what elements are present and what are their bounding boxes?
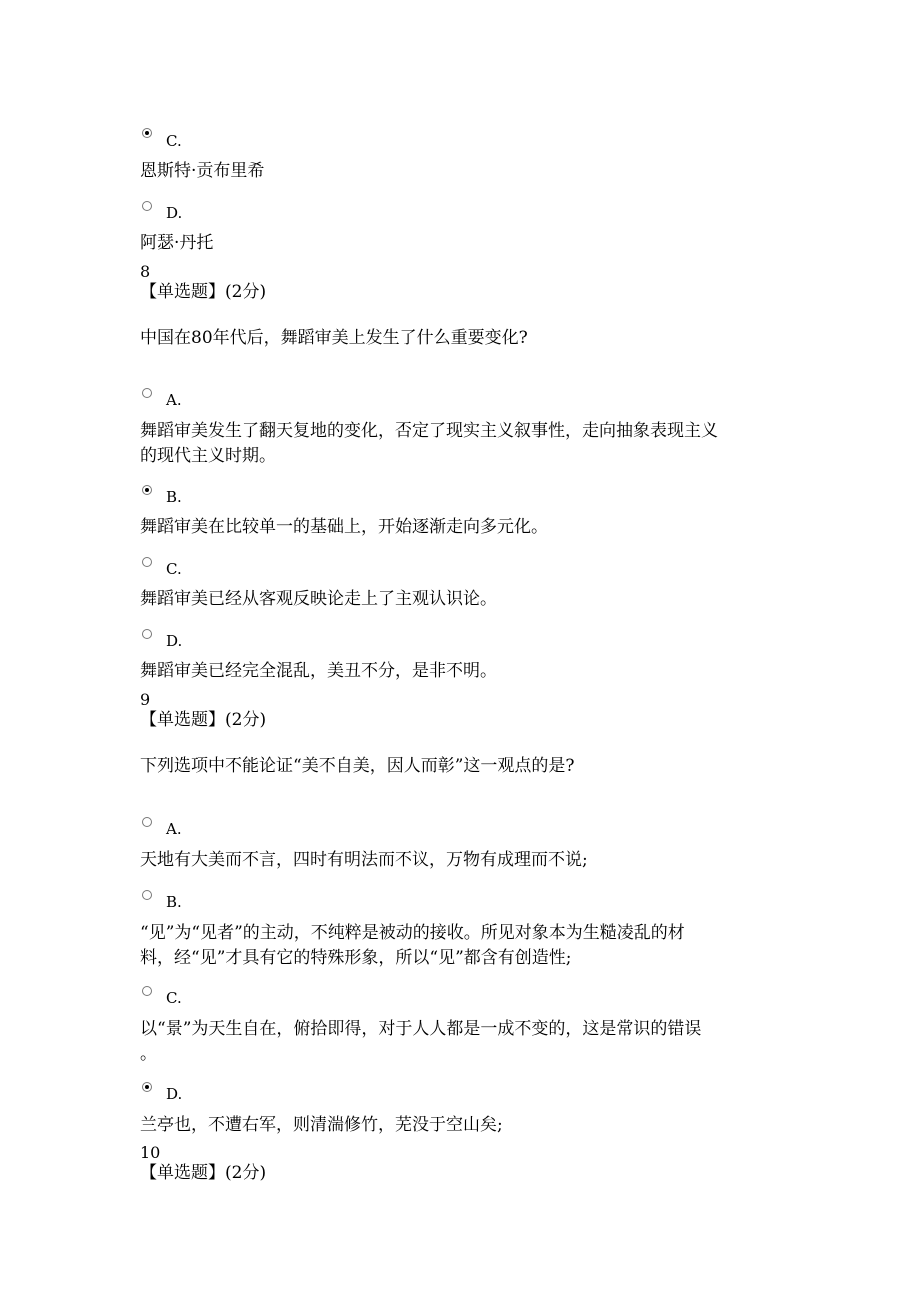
q8-option-a-text-line2: 的现代主义时期。 <box>140 446 276 466</box>
q8-option-b-radio[interactable] <box>142 485 152 495</box>
q9-option-c-letter: C. <box>166 989 182 1007</box>
q9-question: 下列选项中不能论证“美不自美，因人而彰”这一观点的是? <box>140 756 575 776</box>
q9-option-c-radio[interactable] <box>142 986 152 996</box>
q7-option-c-text: 恩斯特·贡布里希 <box>140 161 265 181</box>
q9-option-d-text: 兰亭也，不遭右军，则清湍修竹，芜没于空山矣; <box>140 1115 503 1135</box>
q9-option-c-text: 以“景”为天生自在，俯拾即得，对于人人都是一成不变的，这是常识的错误 <box>140 1019 702 1039</box>
q8-option-d-letter: D. <box>166 632 183 650</box>
q7-option-c-letter: C. <box>166 132 182 150</box>
q9-option-b-letter: B. <box>166 893 182 911</box>
q9-option-b-radio[interactable] <box>142 890 152 900</box>
q10-type: 【单选题】(2分) <box>140 1163 267 1183</box>
q8-option-b-text: 舞蹈审美在比较单一的基础上，开始逐渐走向多元化。 <box>140 517 548 537</box>
q8-option-c-text: 舞蹈审美已经从客观反映论走上了主观认识论。 <box>140 589 497 609</box>
q9-option-c-text-line2: 。 <box>140 1044 157 1064</box>
q8-option-c-letter: C. <box>166 560 182 578</box>
q7-option-d-radio[interactable] <box>142 201 152 211</box>
q9-type: 【单选题】(2分) <box>140 710 267 730</box>
q8-question: 中国在80年代后，舞蹈审美上发生了什么重要变化? <box>140 328 528 348</box>
q8-option-c-radio[interactable] <box>142 557 152 567</box>
q8-option-a-radio[interactable] <box>142 388 152 398</box>
q9-option-b-text-line2: 料，经“见”才具有它的特殊形象，所以“见”都含有创造性; <box>140 948 572 968</box>
q8-option-d-text: 舞蹈审美已经完全混乱，美丑不分，是非不明。 <box>140 661 497 681</box>
q7-option-d-letter: D. <box>166 204 183 222</box>
q9-option-a-text: 天地有大美而不言，四时有明法而不议，万物有成理而不说; <box>140 850 588 870</box>
q9-option-b-text: “见”为“见者”的主动，不纯粹是被动的接收。所见对象本为生糙凌乱的材 <box>140 923 685 943</box>
q9-option-d-radio[interactable] <box>142 1082 152 1092</box>
q7-option-d-text: 阿瑟·丹托 <box>140 233 214 253</box>
q9-number: 9 <box>140 690 151 709</box>
q9-option-a-letter: A. <box>166 820 182 838</box>
q9-option-d-letter: D. <box>166 1085 183 1103</box>
q8-option-d-radio[interactable] <box>142 629 152 639</box>
q8-option-a-text: 舞蹈审美发生了翻天复地的变化，否定了现实主义叙事性，走向抽象表现主义 <box>140 421 718 441</box>
q7-option-c-radio[interactable] <box>142 128 152 138</box>
q8-option-b-letter: B. <box>166 488 182 506</box>
q8-type: 【单选题】(2分) <box>140 282 267 302</box>
q9-option-a-radio[interactable] <box>142 817 152 827</box>
q8-number: 8 <box>140 262 151 281</box>
q10-number: 10 <box>140 1143 161 1162</box>
q8-option-a-letter: A. <box>166 391 182 409</box>
